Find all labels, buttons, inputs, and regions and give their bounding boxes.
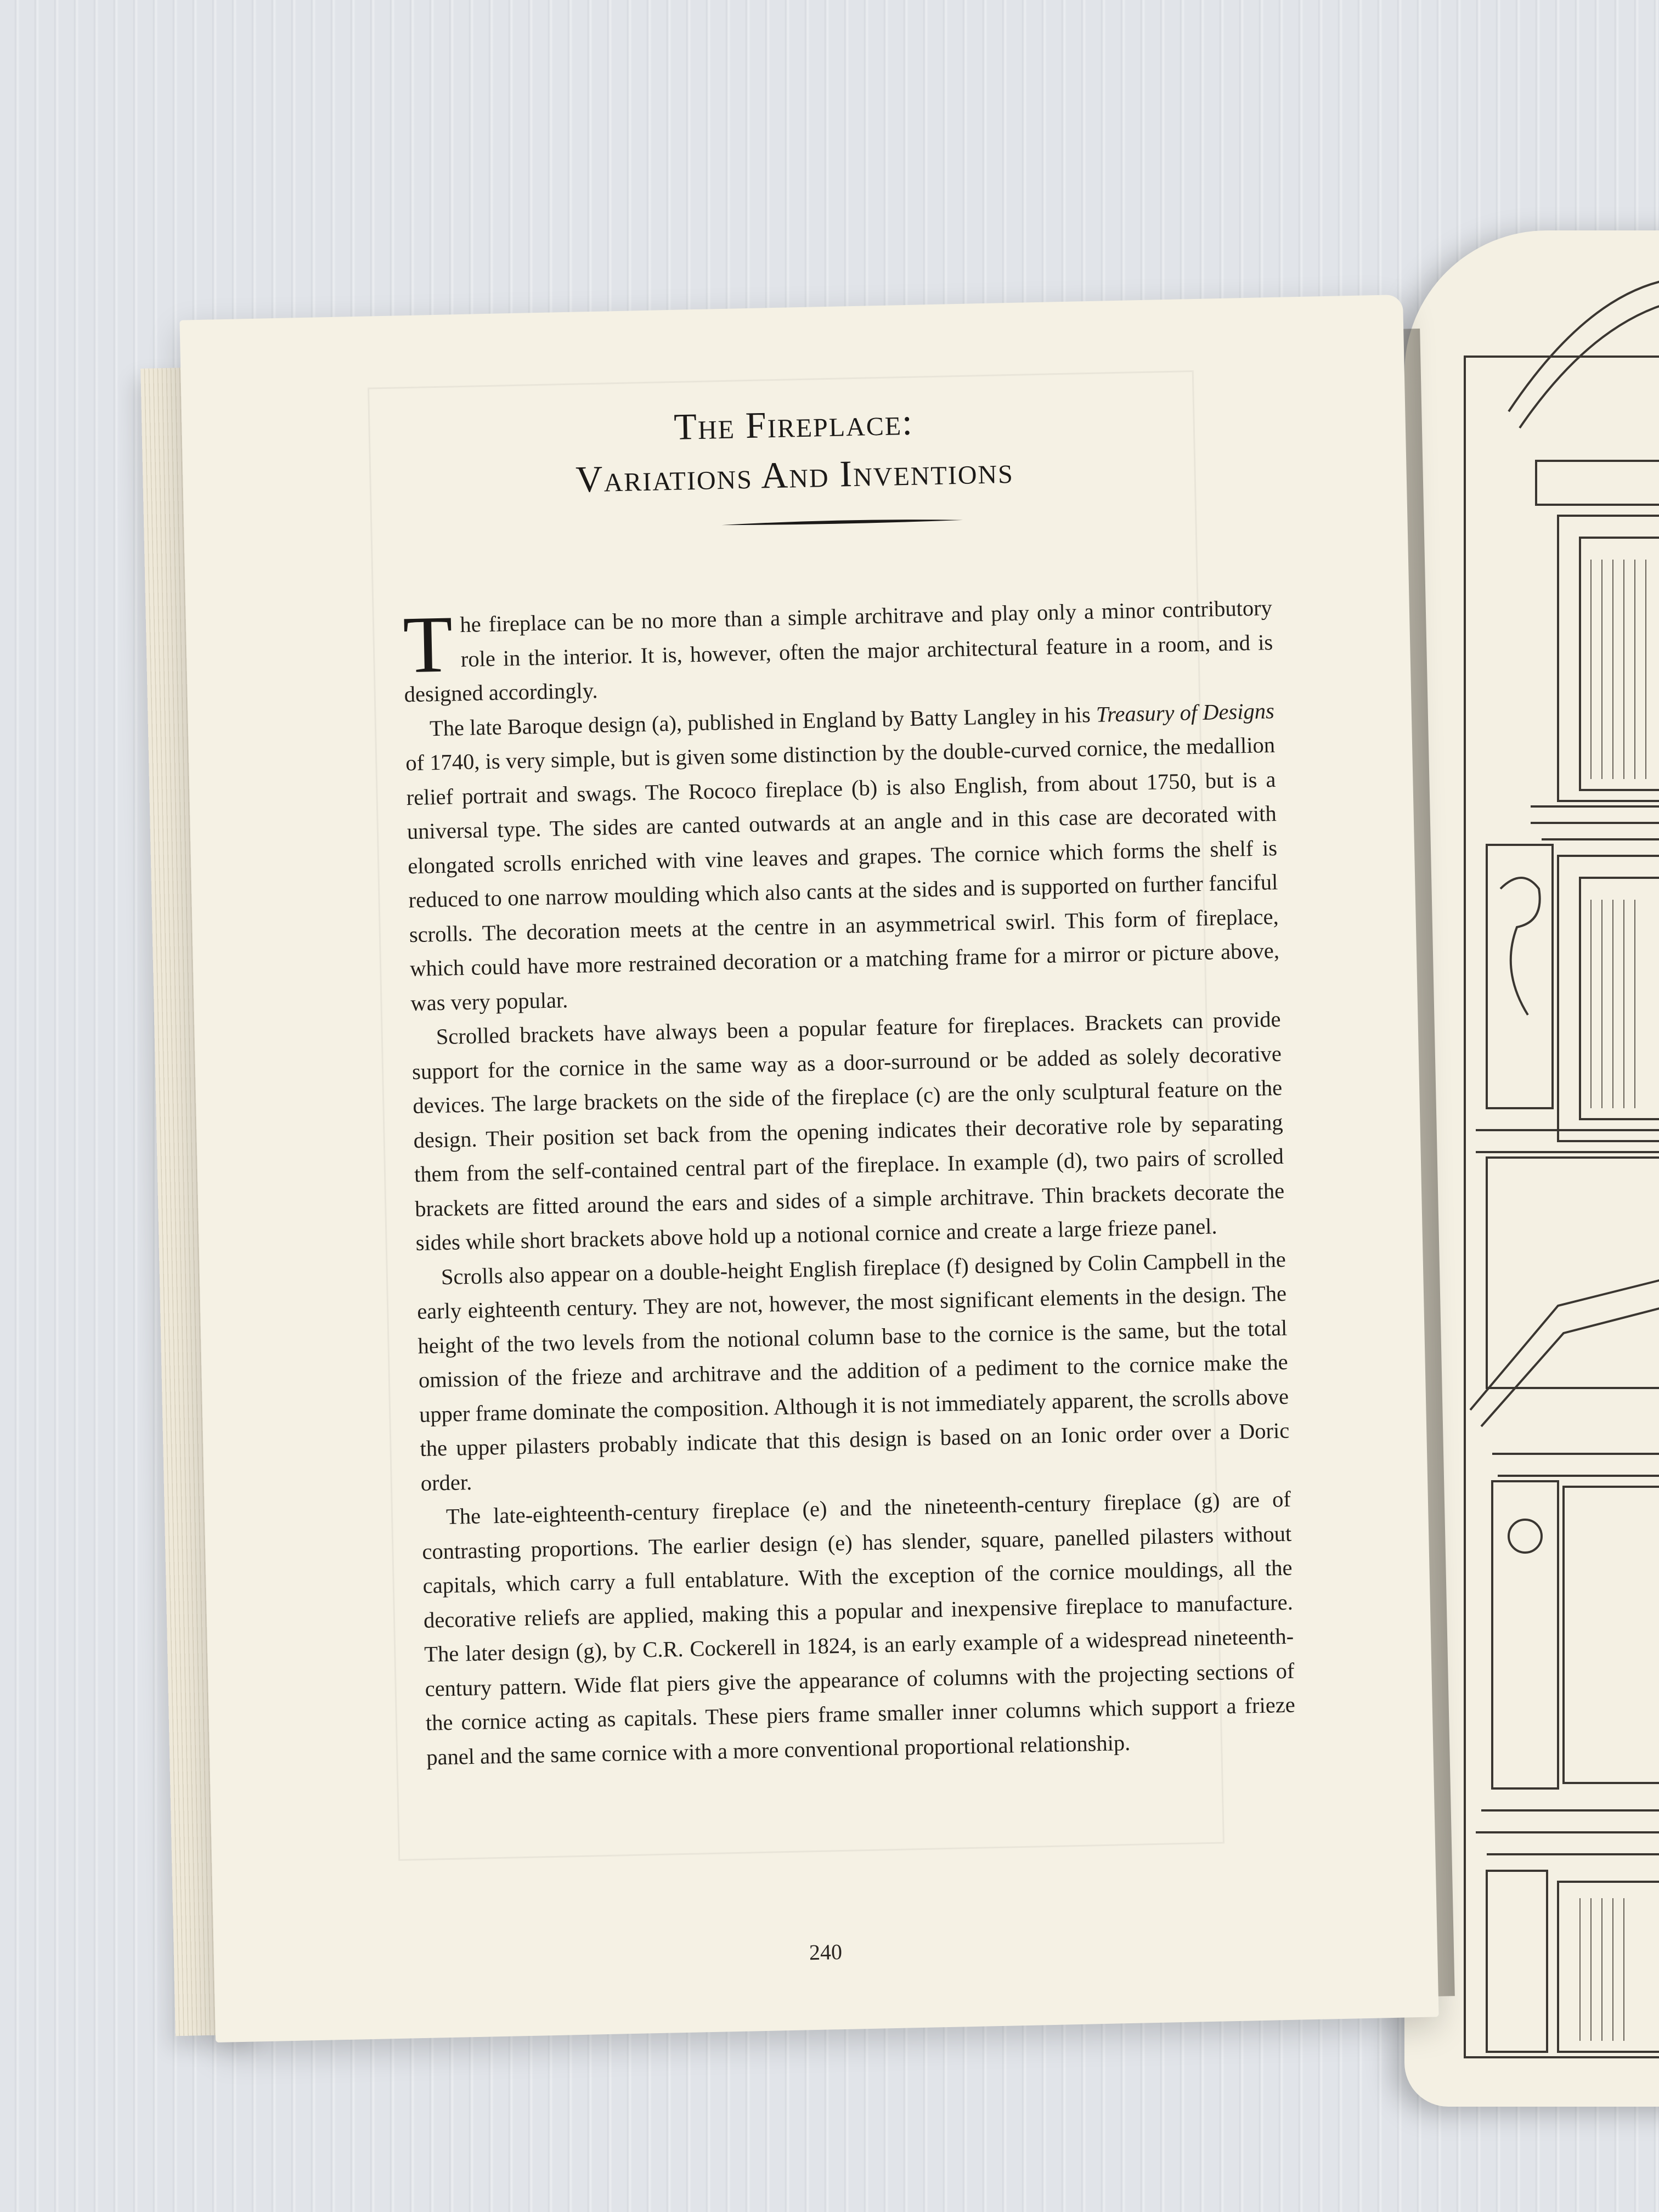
- chapter-title-line-1: The Fireplace:: [673, 400, 914, 448]
- paragraph-1-text: he fireplace can be no more than a simple architrave and play only a minor contributory role in the interior. It is, however, often the major architectural feature in a room, and is designed accordingly.: [404, 595, 1273, 707]
- page-number: 240: [809, 1939, 843, 1965]
- paragraph-4: Scrolls also appear on a double-height English fireplace (f) designed by Colin Campbell in the early eighteenth century. They are not, however, the most significant elements in the design. The height of the two levels from the notional column base to the cornice is the same, but the total omission of the frieze and architrave and the addition of a pediment to the cornice make the upper frame dominate the composition. Although it is not immediately apparent, the scrolls above the upper pilasters probably indicate that this design is based on an Ionic order over a Doric order.: [416, 1246, 1290, 1496]
- paragraph-5: The late-eighteenth-century fireplace (e) and the nineteenth-century fireplace (g) are of contrasting proportions. The earlier design (e) has slender, square, panelled pilasters without capitals, which carry a full entablature. With the exception of the cornice mouldings, all the decorative reliefs are applied, making this a popular and inexpensive fireplace to manufacture. The later design (g), by C.R. Cockerell in 1824, is an early example of a widespread nineteenth-century pattern. Wide flat piers give the appearance of columns with the projecting sections of the cornice acting as capitals. These piers frame smaller inner columns which support a frieze panel and the same cornice with a more conventional proportional relationship.: [421, 1486, 1296, 1770]
- book-page: [179, 295, 1438, 2042]
- book-title-treasury-of-designs: Treasury of Designs: [1096, 698, 1275, 727]
- paragraph-2: [404, 694, 1280, 1021]
- chapter-title-line-2: Variations And Inventions: [575, 449, 1014, 500]
- body-text: [402, 591, 1296, 1775]
- paragraph-2-text-a: The late Baroque design (a), published in England by Batty Langley in his: [429, 702, 1097, 741]
- drop-cap: T: [402, 599, 454, 691]
- paragraph-3: Scrolled brackets have always been a popular feature for fireplaces. Brackets can provide support for the cornice in the same way as a door-surround or be added as solely decorative devices. The large brackets on the side of the fireplace (c) are the only sculptural feature on the design. Their position set back from the opening indicates their decorative role by separating them from the self-contained central part of the fireplace. In example (d), two pairs of scrolled brackets are fitted around the ears and sides of a simple architrave. Thin brackets decorate the sides while short brackets above hold up a notional cornice and create a large frieze panel.: [411, 1006, 1285, 1256]
- paragraph-1: [402, 591, 1274, 712]
- paragraph-2-text-b: of 1740, is very simple, but is given some distinction by the double-curved cornice, the medallion relief portrait and swags. The Rococo fireplace (b) is also English, from about 1750, but is a universal type. The sides are canted outwards at an angle and in this case are decorated with elongated scrolls enriched with vine leaves and grapes. The cornice which forms the shelf is reduced to one narrow moulding which also cants at the sides and is supported on further fanciful scrolls. The decoration meets at the centre in an asymmetrical swirl. This form of fireplace, which could have more restrained decoration or a matching frame for a mirror or picture above, was very popular.: [405, 732, 1280, 1015]
